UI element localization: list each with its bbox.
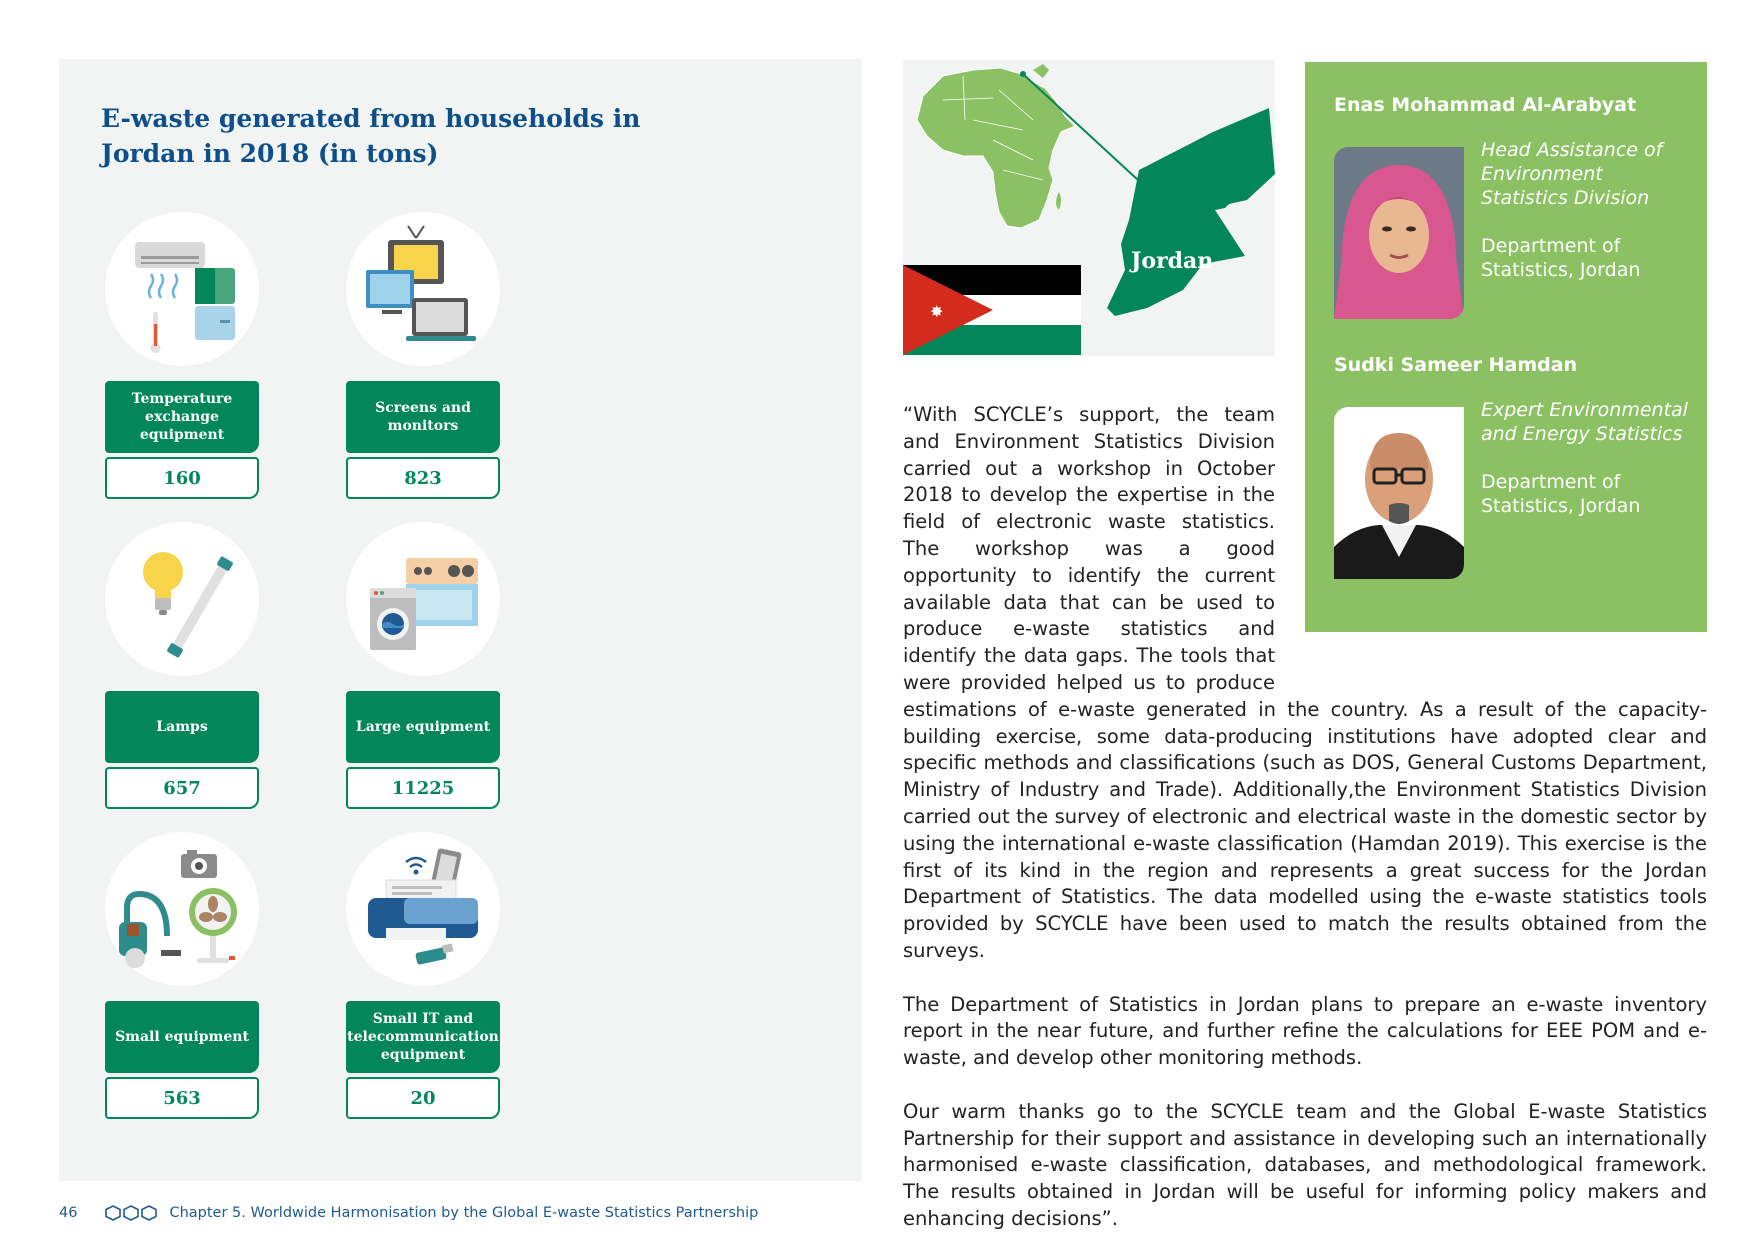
jordan-shape: [1107, 108, 1275, 316]
portrait-photo: [1334, 147, 1464, 319]
washing-machine-stove-icon: [346, 522, 500, 676]
category-value: 11225: [346, 767, 500, 809]
category-label: Lamps: [105, 691, 259, 763]
category-label: Temperature exchange equipment: [105, 381, 259, 453]
quote-paragraph-2: The Department of Statistics in Jordan plans to prepare an e-waste inventory report in the near future, and further refine the calculations for EEE POM and e-waste, and develop other monitoring methods.: [903, 992, 1707, 1070]
category-value: 563: [105, 1077, 259, 1119]
tv-monitor-icon: [346, 212, 500, 366]
category-value: 657: [105, 767, 259, 809]
jordan-location-map: [903, 60, 1275, 356]
category-label: Small equipment: [105, 1001, 259, 1073]
profile-department: Department of Statistics, Jordan: [1481, 471, 1641, 517]
profile-role: [1481, 138, 1691, 282]
profile-name: Sudki Sameer Hamdan: [1334, 354, 1578, 376]
jordan-map-label: Jordan: [1131, 248, 1214, 274]
category-label: Screens and monitors: [346, 381, 500, 453]
category-label: Large equipment: [346, 691, 500, 763]
svg-text:✸: ✸: [930, 302, 944, 321]
profile-title: Expert Environmental and Energy Statistics: [1481, 399, 1688, 445]
lamp-bulb-icon: [105, 522, 259, 676]
ewaste-infographic-panel: [59, 59, 862, 1181]
hexagon-logo-icon: [105, 1205, 157, 1221]
quote-paragraph-3: Our warm thanks go to the SCYCLE team and the Global E-waste Statistics Partnership for their support and assistance in developing such an internationally harmonised e-waste classification, databases, and methodological framework. The results obtained in Jordan will be useful for informing policy makers and enhancing decisions”.: [903, 1099, 1707, 1230]
page-number: 46: [59, 1205, 78, 1221]
category-label: Small IT and telecommunication equipment: [346, 1001, 500, 1073]
category-value: 823: [346, 457, 500, 499]
vacuum-fan-camera-icon: [105, 832, 259, 986]
profile-department: Department of Statistics, Jordan: [1481, 235, 1641, 281]
quote-paragraph-intro: “With SCYCLE’s support, the team and Environment Statistics Division carried out a workshop in October 2018 to develop the expertise in the field of electronic waste statistics. The workshop was a good opportunity to identify the current available data that can be used to produce e-waste statistics and identify the data gaps. The tools that were provided helped us to produce: [903, 403, 1275, 694]
category-value: 160: [105, 457, 259, 499]
jordan-flag: [903, 265, 1081, 355]
africa-continent-shape: [917, 68, 1075, 228]
profile-title: Head Assistance of Environment Statistics Division: [1481, 139, 1663, 209]
testimonial-quote: [903, 402, 1707, 1233]
chapter-title: Chapter 5. Worldwide Harmonisation by the Global E-waste Statistics Partnership: [169, 1205, 759, 1221]
quote-paragraph-1: estimations of e-waste generated in the country. As a result of the capacity-building exercise, some data-producing institutions have adopted clear and specific methods and classifications (such as DOS, General Customs Department, Ministry of Industry and Trade). Additionally,the Environment Statistics Division carried out the survey of electronic and electrical waste in the domestic sector by using the international e-waste classification (Hamdan 2019). This exercise is the first of its kind in the region and represents a great success for the Jordan Department of Statistics. The data modelled using the e-waste statistics tools provided by SCYCLE have been used to match the results obtained from the surveys.: [903, 697, 1707, 962]
infographic-title: E-waste generated from households in Jordan in 2018 (in tons): [101, 104, 641, 168]
category-value: 20: [346, 1077, 500, 1119]
profile-name: Enas Mohammad Al-Arabyat: [1334, 94, 1637, 116]
air-conditioner-fridge-icon: [105, 212, 259, 366]
printer-phone-usb-icon: [346, 832, 500, 986]
page-footer: [59, 1205, 758, 1221]
